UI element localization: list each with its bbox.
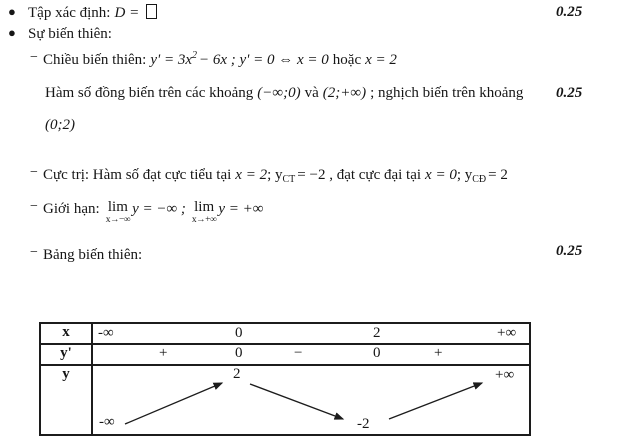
domain-math: D = [114,5,140,21]
direction-label: Chiều biến thiên: [43,52,147,68]
x-value: -∞ [98,325,114,341]
line-monotonic [45,84,523,103]
extrema-text-5: = 2 [488,167,508,183]
sign-value: 0 [235,345,243,361]
lim-stack-2 [192,200,216,226]
x-value: +∞ [497,325,517,341]
plus-infinity-value: +∞ [495,367,515,383]
interval-math-3: (0;2) [45,117,75,133]
limit-math-1: y = −∞ ; [132,201,186,217]
x-value: 0 [235,325,243,341]
row-y-content [93,366,529,434]
variation-heading: Sự biến thiên: [28,26,112,42]
limit-math-2: y = +∞ [218,201,264,217]
lim-operator: lim [107,199,128,215]
table-row-x [41,324,529,345]
row-x-label: x [41,324,93,343]
line-table-heading [30,244,142,265]
extrema-text-4: ; y [456,167,473,183]
extrema-math-2: x = 0 [425,167,457,183]
conjunction: hoặc [332,52,362,68]
line-limits [30,198,263,226]
score-badge: 0.25 [556,4,583,20]
table-row-y [41,366,529,434]
extrema-text-2: ; y [267,167,283,183]
dash-icon: − [30,199,38,214]
sign-value: + [159,345,168,361]
line-domain [8,4,157,23]
interval-math-1: (−∞;0) [257,85,301,101]
subscript-ct: CT [282,174,296,185]
dash-icon: − [30,50,38,65]
lim-subscript: x→−∞ [105,215,131,225]
score-badge: 0.25 [556,243,583,259]
score-badge: 0.25 [556,85,583,101]
lim-operator: lim [194,199,215,215]
sign-value: + [434,345,443,361]
table-row-yprime [41,345,529,366]
derivative-math: y' = 3x [150,52,192,68]
bullet-icon: ● [8,25,16,40]
monotonic-text-2: và [304,85,319,101]
monotonic-text-1: Hàm số đồng biến trên các khoảng [45,85,254,101]
line-direction [30,49,397,70]
extrema-math-1: x = 2 [235,167,268,183]
arrow-up-icon [125,383,222,424]
table-heading: Bảng biến thiên: [43,247,143,263]
sign-value: − [294,345,303,361]
variation-arrows [93,366,527,434]
line-interval [45,116,75,135]
root-math: x = 2 [365,52,397,68]
line-variation-heading [8,25,112,44]
bullet-icon: ● [8,4,16,19]
derivative-roots-math: − 6x ; y' = 0 ⇔ x = 0 [198,52,329,68]
domain-label: Tập xác định: [28,5,111,21]
extrema-text-1: Cực trị: Hàm số đạt cực tiểu tại [43,167,232,183]
interval-math-2: (2;+∞) [322,85,367,101]
arrow-down-icon [250,384,343,419]
exponent: 2 [191,50,197,61]
x-value: 2 [373,325,381,341]
lim-stack-1 [106,200,130,226]
row-y-label: y [41,366,93,434]
lim-subscript: x→+∞ [191,215,217,225]
arrow-up-icon [389,383,482,419]
row-x-content [93,324,529,343]
dash-icon: − [30,165,38,180]
sign-value: 0 [373,345,381,361]
extrema-text-3: = −2 , đạt cực đại tại [297,167,422,183]
subscript-cd: CĐ [472,174,487,185]
local-max-value: 2 [233,366,241,382]
row-yprime-content [93,345,529,364]
local-min-value: -2 [357,416,370,432]
limits-label: Giới hạn: [43,201,100,217]
minus-infinity-value: -∞ [99,414,115,430]
monotonic-text-3: ; nghịch biến trên khoảng [370,85,524,101]
line-extrema [30,164,508,187]
variation-table [39,322,531,436]
missing-glyph-box [146,4,157,19]
dash-icon: − [30,245,38,260]
row-yprime-label: y' [41,345,93,364]
